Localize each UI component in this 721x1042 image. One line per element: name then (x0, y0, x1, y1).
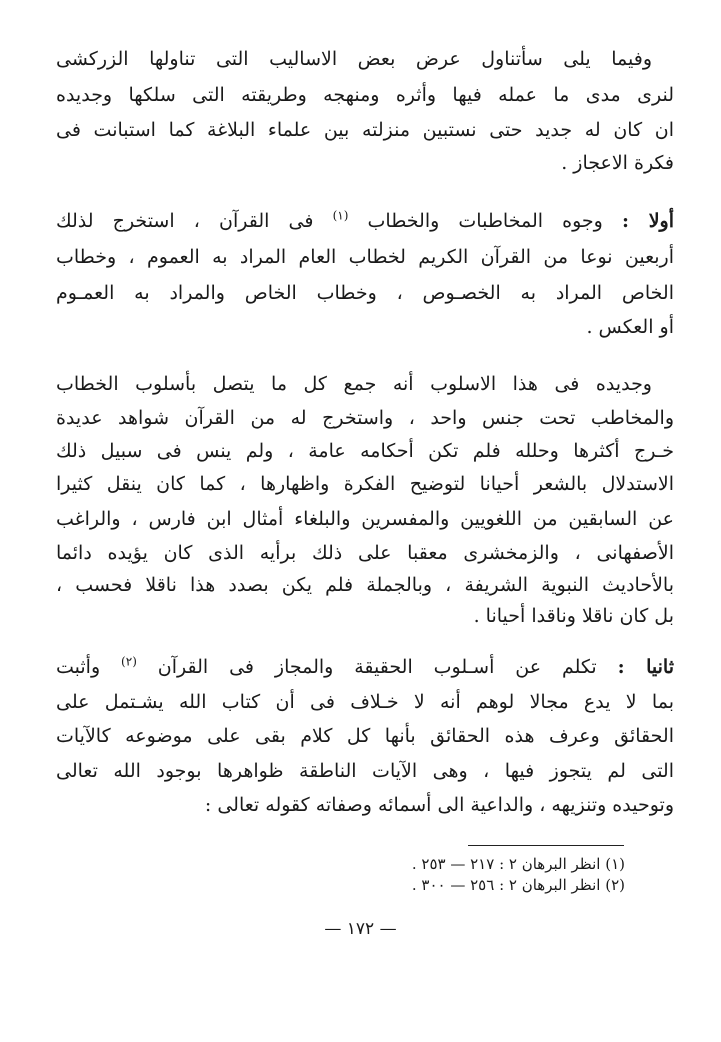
paragraph-1-line-4: فكرة الاعجاز . (561, 152, 674, 174)
paragraph-4-line-4: التى لم يتجوز فيها ، وهى الآيات الناطقة ظواهرها بوجود الله تعالى (56, 760, 674, 782)
paragraph-4-line-3: الحقائق وعرف هذه الحقائق بأنها كل كلام بقى على موضوعه كالآيات (56, 725, 674, 747)
paragraph-3-line-8: بل كان ناقلا وناقدا أحيانا . (473, 605, 674, 627)
paragraph-3-line-3: خـرج أكثرها وحلله فلم تكن أحكامه عامة ، ولم ينس فى سبيل ذلك (56, 440, 674, 462)
paragraph-3-line-5: عن السابقين من اللغويين والمفسرين والبلغاء أمثال ابن فارس ، والراغب (56, 508, 674, 530)
paragraph-4-line-2: بما لا يدع مجالا لوهم أنه لا خـلاف فى أن كتاب الله يشـتمل على (56, 691, 674, 713)
paragraph-4-line-1 (56, 652, 674, 682)
paragraph-1-line-1: وفيما يلى سأتناول عرض بعض الاساليب التى تناولها الزركشى (56, 48, 652, 70)
page-number: — ١٧٢ — (324, 919, 397, 939)
paragraph-2-line-3: الخاص المراد به الخصـوص ، وخطاب الخاص والمراد به العمـوم (56, 282, 674, 304)
paragraph-1-line-3: ان كان له جديد حتى نستبين منزلته بين علماء البلاغة كما استبانت فى (56, 119, 674, 141)
footnote-2: (٢) انظر البرهان ٢ : ٢٥٦ — ٣٠٠ . (411, 876, 625, 894)
paragraph-3-line-2: والمخاطب تحت جنس واحد ، واستخرج له من القرآن شواهد عديدة (56, 407, 674, 429)
paragraph-2-line-1 (56, 206, 674, 236)
footnote-ref-2: (٢) (121, 654, 137, 669)
paragraph-2-line-2: أربعين نوعا من القرآن الكريم لخطاب العام المراد به العموم ، وخطاب (56, 246, 674, 268)
paragraph-4-line-1-rest: وأثبت (56, 656, 101, 678)
paragraph-4-line-5: وتوحيده وتنزيهه ، والداعية الى أسمائه وصفاته كقوله تعالى : (204, 794, 674, 816)
paragraph-3-line-4: الاستدلال بالشعر أحيانا لتوضيح الفكرة واظهارها ، كما كان ينقل كثيرا (56, 473, 674, 495)
paragraph-3-line-6: الأصفهانى ، والزمخشرى معقبا على ذلك برأيه الذى كان يؤيده دائما (56, 542, 674, 564)
footnote-ref-1: (١) (332, 208, 349, 223)
section-heading-second: ثانيا : (617, 656, 674, 678)
footnote-separator (468, 845, 624, 846)
paragraph-1-line-2: لنرى مدى ما عمله فيها وأثره ومنهجه وطريقته التى سلكها وجديده (56, 84, 674, 106)
footnote-1: (١) انظر البرهان ٢ : ٢١٧ — ٢٥٣ . (411, 855, 625, 873)
paragraph-2-line-1-rest: فى القرآن ، استخرج لذلك (56, 210, 314, 232)
paragraph-4-line-1-text: تكلم عن أسـلوب الحقيقة والمجاز فى القرآن (157, 656, 597, 678)
paragraph-2-line-4: أو العكس . (586, 316, 674, 338)
paragraph-3-line-7: بالأحاديث النبوية الشريفة ، وبالجملة فلم يكن بصدد هذا ناقلا فحسب ، (56, 574, 674, 596)
paragraph-2-line-1-text: وجوه المخاطبات والخطاب (367, 210, 603, 232)
paragraph-3-line-1: وجديده فى هذا الاسلوب أنه جمع كل ما يتصل بأسلوب الخطاب (56, 373, 652, 395)
section-heading-first: أولا : (621, 210, 674, 232)
